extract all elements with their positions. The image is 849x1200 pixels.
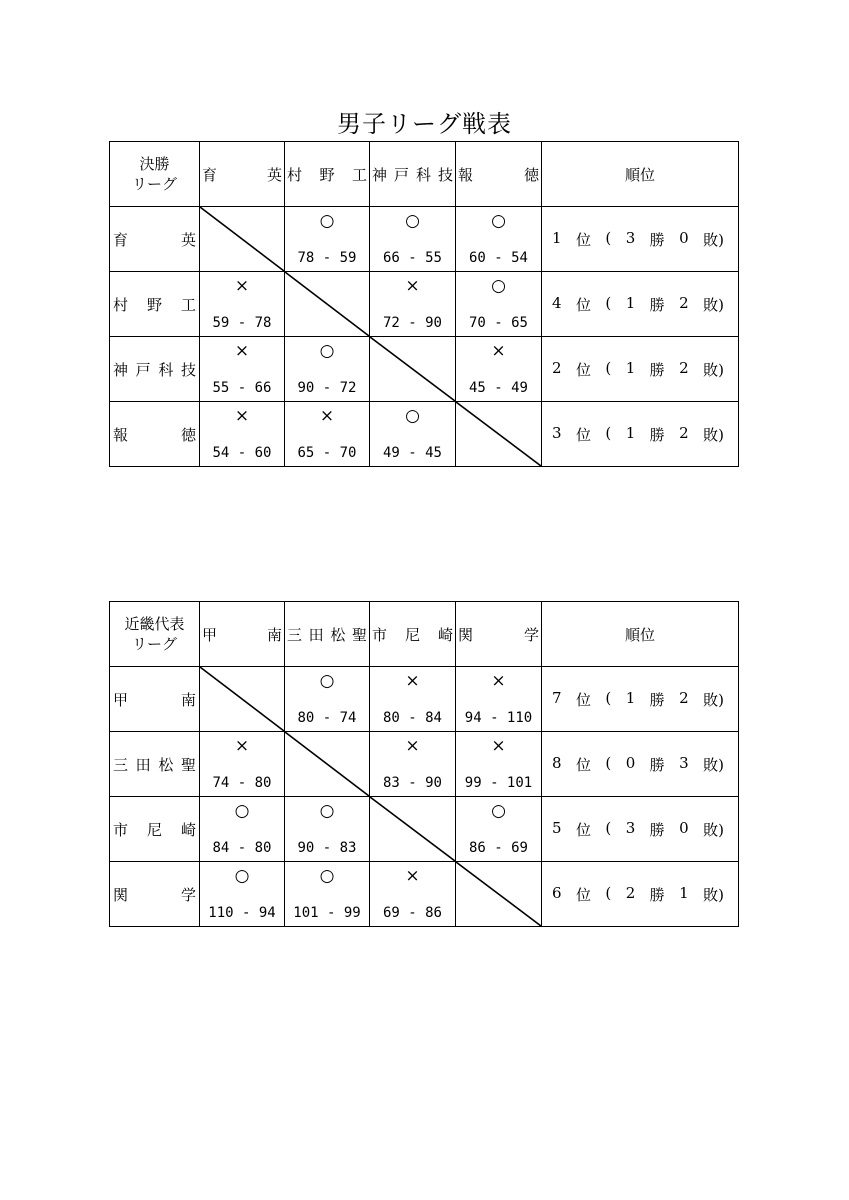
league-name-line: リーグ xyxy=(131,175,177,193)
name-char: 関 xyxy=(458,625,474,644)
name-char: 工 xyxy=(351,165,367,184)
rank-part: 8 xyxy=(552,753,562,772)
table-row xyxy=(110,272,739,337)
table-row xyxy=(110,402,739,467)
league-name-cell xyxy=(110,142,200,207)
rank-part: 勝 xyxy=(649,360,665,379)
rank-text xyxy=(542,424,738,445)
score: 94 - 110 xyxy=(464,710,533,726)
row-team-name xyxy=(110,732,200,797)
name-char: 三 xyxy=(287,625,303,644)
rank-cell xyxy=(542,667,739,732)
self-match-cell xyxy=(285,732,370,797)
diagonal-line xyxy=(285,732,369,796)
row-team-name xyxy=(110,797,200,862)
rank-part: 3 xyxy=(625,228,636,247)
name-char: 関 xyxy=(113,885,129,904)
rank-part: 2 xyxy=(679,688,689,707)
score: 86 - 69 xyxy=(468,840,528,856)
self-match-cell xyxy=(456,402,542,467)
rank-part: 位 xyxy=(575,820,591,839)
score: 74 - 80 xyxy=(212,775,272,791)
rank-part: ( xyxy=(605,358,612,377)
rank-part: 1 xyxy=(625,358,636,377)
self-match-cell xyxy=(200,667,285,732)
diagonal-line xyxy=(370,337,455,401)
table-row xyxy=(110,667,739,732)
result-cell xyxy=(200,732,285,797)
team-name xyxy=(110,229,199,250)
result-cell xyxy=(370,207,456,272)
rank-part: 位 xyxy=(575,885,591,904)
rank-part: 5 xyxy=(552,818,562,837)
rank-cell xyxy=(542,402,739,467)
rank-part: 敗) xyxy=(703,885,724,904)
league-name-cell xyxy=(110,602,200,667)
name-char: 尼 xyxy=(146,820,162,839)
win-mark: ○ xyxy=(319,211,335,231)
result-cell xyxy=(370,862,456,927)
rank-part: 敗) xyxy=(703,690,724,709)
loss-mark: × xyxy=(405,736,420,756)
row-team-name xyxy=(110,667,200,732)
column-team-header xyxy=(370,142,456,207)
diagonal-line xyxy=(456,402,541,466)
name-char: 尼 xyxy=(404,625,420,644)
diagonal-line xyxy=(285,272,369,336)
rank-part: 位 xyxy=(575,755,591,774)
result-cell xyxy=(285,337,370,402)
rank-part: 2 xyxy=(679,358,689,377)
name-char: 工 xyxy=(180,295,196,314)
rank-cell xyxy=(542,337,739,402)
team-name xyxy=(110,294,199,315)
name-char: 技 xyxy=(437,165,453,184)
loss-mark: × xyxy=(234,736,250,756)
result-cell xyxy=(200,402,285,467)
loss-mark: × xyxy=(319,406,335,426)
rank-part: 2 xyxy=(679,293,689,312)
name-char: 田 xyxy=(135,755,151,774)
win-mark: ○ xyxy=(405,406,420,426)
loss-mark: × xyxy=(405,671,420,691)
score: 99 - 101 xyxy=(464,775,533,791)
rank-part: 7 xyxy=(552,688,562,707)
win-mark: ○ xyxy=(491,276,506,296)
league-table-final xyxy=(109,141,738,467)
name-char: 徳 xyxy=(180,425,196,444)
loss-mark: × xyxy=(491,671,506,691)
name-char: 英 xyxy=(266,165,282,184)
name-char: 報 xyxy=(113,425,129,444)
self-match-cell xyxy=(285,272,370,337)
result-cell xyxy=(370,732,456,797)
score: 80 - 74 xyxy=(297,710,357,726)
name-char: 南 xyxy=(266,625,282,644)
league-table-kinki xyxy=(109,601,738,927)
table-row xyxy=(110,337,739,402)
rank-part: 0 xyxy=(679,228,689,247)
score: 49 - 45 xyxy=(382,445,442,461)
diagonal-line xyxy=(370,797,455,861)
table-row xyxy=(110,207,739,272)
column-team-header xyxy=(285,142,370,207)
result-cell xyxy=(456,272,542,337)
row-team-name xyxy=(110,402,200,467)
rank-part: 敗) xyxy=(703,360,724,379)
self-match-cell xyxy=(200,207,285,272)
result-cell xyxy=(370,402,456,467)
rank-part: ( xyxy=(605,688,612,707)
name-char: 崎 xyxy=(180,820,196,839)
result-cell xyxy=(456,667,542,732)
team-name xyxy=(110,689,199,710)
name-char: 市 xyxy=(372,625,388,644)
diagonal-line xyxy=(200,667,284,731)
row-team-name xyxy=(110,337,200,402)
rank-part: ( xyxy=(605,818,612,837)
row-team-name xyxy=(110,207,200,272)
rank-part: ( xyxy=(605,753,612,772)
header-row xyxy=(110,142,739,207)
loss-mark: × xyxy=(405,866,420,886)
score: 59 - 78 xyxy=(212,315,272,331)
team-name xyxy=(285,624,369,645)
score: 110 - 94 xyxy=(208,905,276,921)
table-row xyxy=(110,797,739,862)
score: 72 - 90 xyxy=(382,315,442,331)
name-char: 聖 xyxy=(351,625,367,644)
result-cell xyxy=(456,337,542,402)
rank-part: 2 xyxy=(679,423,689,442)
column-team-header xyxy=(200,142,285,207)
score: 70 - 65 xyxy=(468,315,528,331)
column-team-header xyxy=(285,602,370,667)
column-team-header xyxy=(370,602,456,667)
name-char: 甲 xyxy=(202,625,218,644)
score: 45 - 49 xyxy=(468,380,528,396)
loss-mark: × xyxy=(234,341,250,361)
result-cell xyxy=(200,862,285,927)
name-char: 村 xyxy=(113,295,129,314)
rank-cell xyxy=(542,797,739,862)
name-char: 育 xyxy=(113,230,129,249)
name-char: 松 xyxy=(158,755,174,774)
name-char: 崎 xyxy=(437,625,453,644)
team-name xyxy=(370,164,455,185)
name-char: 戸 xyxy=(393,165,409,184)
rank-part: 0 xyxy=(679,818,689,837)
table-row xyxy=(110,732,739,797)
rank-cell xyxy=(542,272,739,337)
rank-part: ( xyxy=(605,423,612,442)
self-match-cell xyxy=(370,797,456,862)
rank-part: 勝 xyxy=(649,885,665,904)
win-mark: ○ xyxy=(319,866,335,886)
loss-mark: × xyxy=(491,736,506,756)
loss-mark: × xyxy=(234,276,250,296)
rank-part: 位 xyxy=(575,690,591,709)
score: 78 - 59 xyxy=(297,250,357,266)
result-cell xyxy=(285,207,370,272)
win-mark: ○ xyxy=(234,866,250,886)
self-match-cell xyxy=(456,862,542,927)
name-char: 学 xyxy=(523,625,539,644)
win-mark: ○ xyxy=(319,341,335,361)
score: 90 - 83 xyxy=(297,840,357,856)
score: 60 - 54 xyxy=(468,250,528,266)
rank-cell xyxy=(542,207,739,272)
name-char: 科 xyxy=(415,165,431,184)
team-name xyxy=(110,754,199,775)
rank-part: 位 xyxy=(575,360,591,379)
rank-part: 1 xyxy=(625,688,636,707)
team-name xyxy=(370,624,455,645)
win-mark: ○ xyxy=(234,801,250,821)
rank-part: 1 xyxy=(625,293,636,312)
name-char: 田 xyxy=(308,625,324,644)
name-char: 報 xyxy=(458,165,474,184)
name-char: 徳 xyxy=(523,165,539,184)
name-char: 松 xyxy=(330,625,346,644)
rank-part: ( xyxy=(605,228,612,247)
name-char: 甲 xyxy=(113,690,129,709)
loss-mark: × xyxy=(234,406,250,426)
team-name xyxy=(110,359,199,380)
team-name xyxy=(110,819,199,840)
result-cell xyxy=(456,797,542,862)
rank-part: ( xyxy=(605,883,612,902)
column-team-header xyxy=(456,602,542,667)
column-team-header xyxy=(200,602,285,667)
name-char: 野 xyxy=(319,165,335,184)
score: 90 - 72 xyxy=(297,380,357,396)
rank-part: 3 xyxy=(625,818,636,837)
score: 54 - 60 xyxy=(212,445,272,461)
rank-part: ( xyxy=(605,293,612,312)
league-name-line: 近畿代表 xyxy=(124,615,185,633)
rank-part: 勝 xyxy=(649,820,665,839)
win-mark: ○ xyxy=(491,211,506,231)
rank-part: 敗) xyxy=(703,295,724,314)
league-table xyxy=(109,141,739,467)
result-cell xyxy=(200,797,285,862)
column-team-header xyxy=(456,142,542,207)
team-name xyxy=(456,624,541,645)
result-cell xyxy=(456,732,542,797)
rank-part: 位 xyxy=(575,230,591,249)
rank-part: 4 xyxy=(552,293,562,312)
team-name xyxy=(200,624,284,645)
league-name-line: 決勝 xyxy=(139,155,170,173)
rank-part: 敗) xyxy=(703,230,724,249)
rank-part: 3 xyxy=(552,423,562,442)
name-char: 育 xyxy=(202,165,218,184)
win-mark: ○ xyxy=(319,801,335,821)
rank-part: 0 xyxy=(625,753,636,772)
row-team-name xyxy=(110,862,200,927)
name-char: 野 xyxy=(146,295,162,314)
score: 65 - 70 xyxy=(297,445,357,461)
name-char: 戸 xyxy=(135,360,151,379)
result-cell xyxy=(285,402,370,467)
name-char: 技 xyxy=(180,360,196,379)
rank-part: 2 xyxy=(552,358,562,377)
table-row xyxy=(110,862,739,927)
result-cell xyxy=(285,667,370,732)
rank-part: 位 xyxy=(575,295,591,314)
name-char: 三 xyxy=(113,755,129,774)
rank-part: 勝 xyxy=(649,230,665,249)
team-name xyxy=(285,164,369,185)
result-cell xyxy=(200,337,285,402)
score: 101 - 99 xyxy=(293,905,361,921)
score: 66 - 55 xyxy=(382,250,442,266)
rank-part: 勝 xyxy=(649,295,665,314)
rank-part: 1 xyxy=(679,883,689,902)
rank-text xyxy=(542,884,738,905)
rank-cell xyxy=(542,862,739,927)
win-mark: ○ xyxy=(491,801,506,821)
self-match-cell xyxy=(370,337,456,402)
win-mark: ○ xyxy=(405,211,420,231)
rank-part: 敗) xyxy=(703,425,724,444)
rank-part: 3 xyxy=(679,753,689,772)
rank-cell xyxy=(542,732,739,797)
rank-text xyxy=(542,294,738,315)
rank-part: 1 xyxy=(625,423,636,442)
rank-part: 勝 xyxy=(649,755,665,774)
name-char: 英 xyxy=(180,230,196,249)
rank-part: 1 xyxy=(552,228,562,247)
rank-text xyxy=(542,754,738,775)
diagonal-line xyxy=(456,862,541,926)
rank-part: 敗) xyxy=(703,820,724,839)
result-cell xyxy=(285,862,370,927)
result-cell xyxy=(456,207,542,272)
rank-text xyxy=(542,819,738,840)
name-char: 村 xyxy=(287,165,303,184)
rank-part: 勝 xyxy=(649,425,665,444)
page-title: 男子リーグ戦表 xyxy=(337,110,512,138)
name-char: 南 xyxy=(180,690,196,709)
team-name xyxy=(110,884,199,905)
name-char: 科 xyxy=(158,360,174,379)
rank-part: 敗) xyxy=(703,755,724,774)
rank-header: 順位 xyxy=(542,602,739,667)
score: 83 - 90 xyxy=(382,775,442,791)
row-team-name xyxy=(110,272,200,337)
diagonal-line xyxy=(200,207,284,271)
header-row xyxy=(110,602,739,667)
win-mark: ○ xyxy=(319,671,335,691)
name-char: 神 xyxy=(113,360,129,379)
result-cell xyxy=(370,272,456,337)
name-char: 市 xyxy=(113,820,129,839)
result-cell xyxy=(285,797,370,862)
loss-mark: × xyxy=(405,276,420,296)
score: 69 - 86 xyxy=(382,905,442,921)
rank-part: 2 xyxy=(625,883,636,902)
team-name xyxy=(110,424,199,445)
name-char: 聖 xyxy=(180,755,196,774)
score: 55 - 66 xyxy=(212,380,272,396)
league-table xyxy=(109,601,739,927)
rank-part: 6 xyxy=(552,883,562,902)
score: 80 - 84 xyxy=(382,710,442,726)
rank-part: 勝 xyxy=(649,690,665,709)
rank-part: 位 xyxy=(575,425,591,444)
score: 84 - 80 xyxy=(212,840,272,856)
rank-header: 順位 xyxy=(542,142,739,207)
name-char: 学 xyxy=(180,885,196,904)
result-cell xyxy=(370,667,456,732)
name-char: 神 xyxy=(372,165,388,184)
rank-text xyxy=(542,229,738,250)
team-name xyxy=(456,164,541,185)
team-name xyxy=(200,164,284,185)
league-name-line: リーグ xyxy=(131,635,177,653)
rank-text xyxy=(542,359,738,380)
rank-text xyxy=(542,689,738,710)
result-cell xyxy=(200,272,285,337)
loss-mark: × xyxy=(491,341,506,361)
